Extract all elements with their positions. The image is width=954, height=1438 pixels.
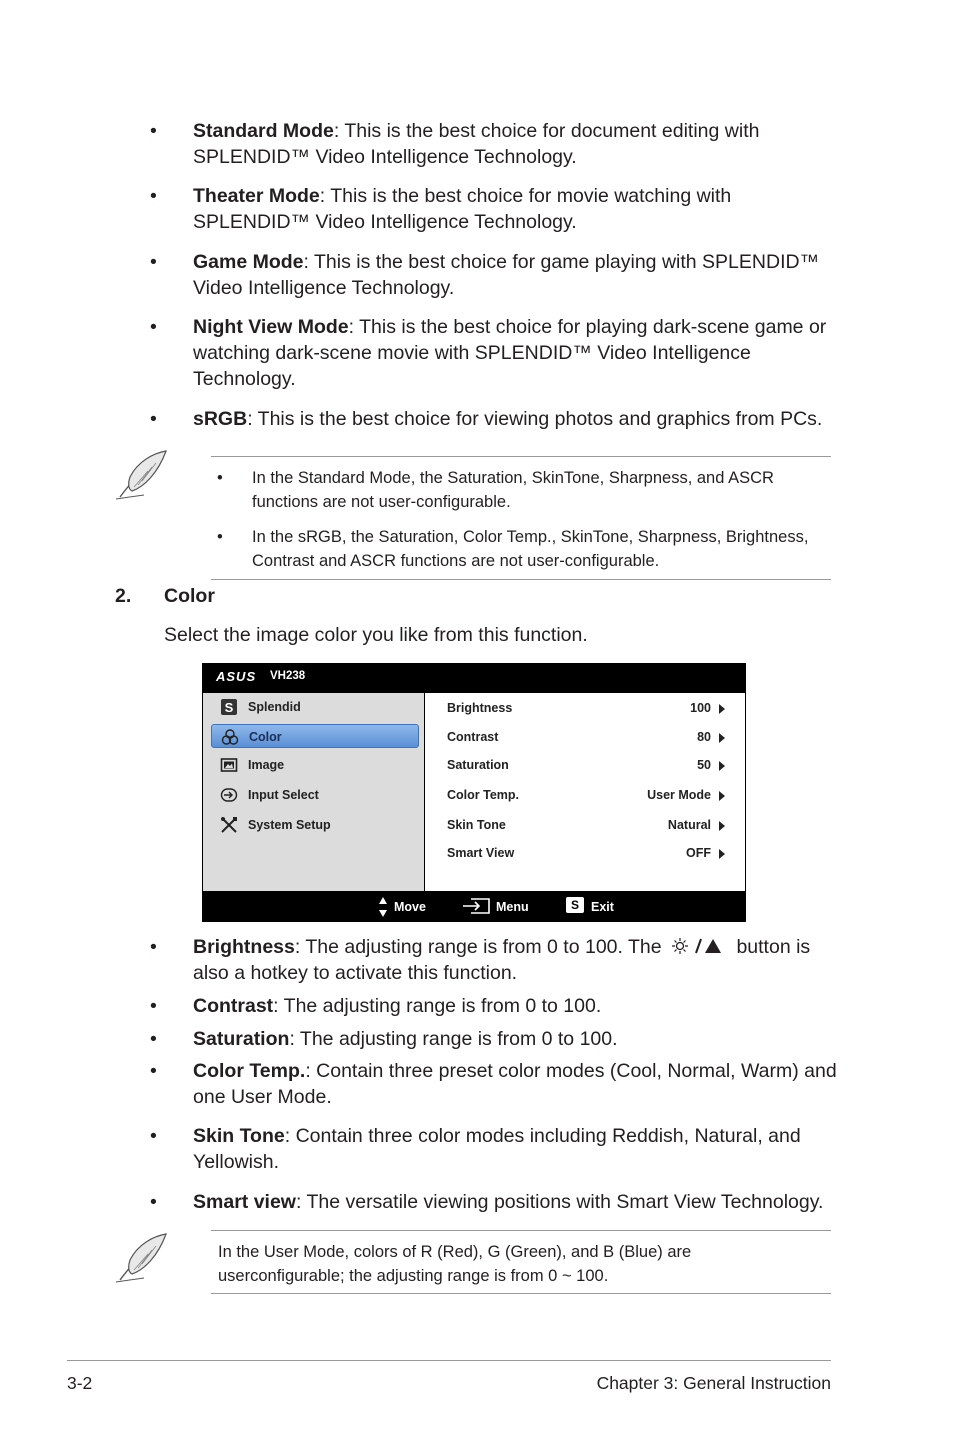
- nav-move[interactable]: Move: [394, 900, 426, 914]
- nav-exit[interactable]: Exit: [591, 900, 614, 914]
- section-number: 2.: [115, 585, 132, 607]
- mode-name: Game Mode: [193, 251, 304, 273]
- menu-item-input-select[interactable]: Input Select: [211, 783, 419, 807]
- menu-item-image[interactable]: Image: [211, 753, 419, 777]
- image-icon: [220, 756, 238, 774]
- arrow-right-icon: [719, 733, 725, 743]
- arrow-right-icon: [719, 821, 725, 831]
- model-name: VH238: [270, 670, 306, 682]
- mode-name: sRGB: [193, 408, 248, 430]
- menu-item-color[interactable]: Color: [211, 724, 419, 748]
- mode-name: Standard Mode: [193, 120, 334, 142]
- mode-name: Night View Mode: [193, 316, 349, 338]
- mode-name: Theater Mode: [193, 185, 320, 207]
- chapter-title: Chapter 3: General Instruction: [596, 1373, 831, 1393]
- setting-row-skin-tone[interactable]: Skin Tone Natural: [425, 813, 745, 837]
- osd-nav-bar: [202, 891, 746, 922]
- menu-item-system-setup[interactable]: System Setup: [211, 813, 419, 837]
- page-number: 3-2: [67, 1373, 93, 1393]
- svg-text:S: S: [224, 700, 234, 715]
- note-box: In the User Mode, colors of R (Red), G (Green), and B (Blue) are userconfigurable; the adjusting range is from 0 ~ 100.: [211, 1230, 831, 1294]
- osd-submenu: [425, 693, 745, 891]
- arrow-right-icon: [719, 761, 725, 771]
- brightness-up-hotkey-icon: [671, 937, 727, 955]
- exit-s-icon: S: [566, 897, 584, 913]
- arrow-right-icon: [719, 704, 725, 714]
- input-select-icon: [220, 786, 238, 804]
- osd-main-menu: [203, 693, 424, 891]
- setting-row-saturation[interactable]: Saturation 50: [425, 753, 745, 777]
- note-feather-icon: [114, 447, 170, 501]
- osd-header: [202, 663, 746, 693]
- note-feather-icon: [114, 1230, 170, 1284]
- nav-menu[interactable]: Menu: [496, 900, 529, 914]
- setting-row-smart-view[interactable]: Smart View OFF: [425, 841, 745, 865]
- color-icon: [221, 728, 239, 746]
- menu-enter-icon: [461, 898, 491, 915]
- setting-row-brightness[interactable]: Brightness 100: [425, 696, 745, 720]
- section-title: Color: [164, 585, 215, 607]
- splendid-s-icon: [220, 698, 238, 716]
- note-box: • In the Standard Mode, the Saturation, SkinTone, Sharpness, and ASCR functions are not user-configurable. • In the sRGB, the Saturation, Color Temp., SkinTone, Sharpness, Brightness, Contrast and ASCR functions are not user-configurable.: [211, 456, 831, 580]
- footer-divider: [67, 1360, 831, 1361]
- arrow-right-icon: [719, 791, 725, 801]
- system-setup-icon: [220, 816, 238, 834]
- up-down-arrow-icon: [378, 896, 388, 918]
- setting-row-color-temp[interactable]: Color Temp. User Mode: [425, 783, 745, 807]
- setting-row-contrast[interactable]: Contrast 80: [425, 725, 745, 749]
- menu-item-splendid[interactable]: S Splendid: [211, 695, 419, 719]
- asus-logo: ASUS: [216, 669, 257, 684]
- osd-menu: [202, 663, 746, 922]
- section-intro: Select the image color you like from this function.: [164, 624, 588, 646]
- arrow-right-icon: [719, 849, 725, 859]
